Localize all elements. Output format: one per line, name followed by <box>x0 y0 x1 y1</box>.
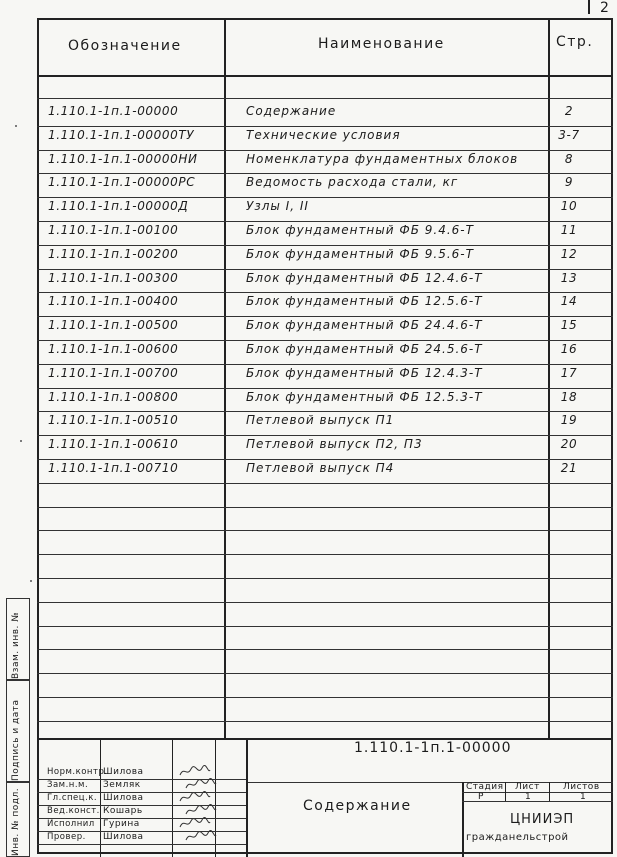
scan-speck <box>20 440 22 442</box>
table-row <box>37 435 613 459</box>
role-title: Вед.конст. <box>47 806 100 816</box>
stage-label: Стадия <box>466 782 504 792</box>
table-row <box>37 411 613 435</box>
roles-divider-1 <box>100 738 101 857</box>
header-page: Стр. <box>556 34 594 50</box>
row-line <box>37 673 613 674</box>
row-page: 19 <box>560 413 578 428</box>
row-name: Содержание <box>246 104 337 118</box>
role-person: Кошарь <box>103 806 143 816</box>
sidebar-podpis-label: Подпись и дата <box>11 699 21 781</box>
row-name: Блок фундаментный ФБ 12.4.3-Т <box>246 365 483 380</box>
row-name: Петлевой выпуск П4 <box>246 461 395 475</box>
role-title: Провер. <box>47 832 86 842</box>
stage-value-line <box>462 801 613 802</box>
role-person: Шилова <box>103 832 144 842</box>
row-line <box>37 602 613 603</box>
row-code: 1.110.1-1п.1-00000 <box>48 104 179 118</box>
title-block-left-divider <box>246 738 248 857</box>
row-line <box>37 697 613 698</box>
row-page: 20 <box>560 437 578 452</box>
stage-divider-1 <box>505 782 506 801</box>
row-name: Петлевой выпуск П1 <box>246 413 395 428</box>
row-name: Блок фундаментный ФБ 24.5.6-Т <box>246 342 483 356</box>
row-code: 1.110.1-1п.1-00000НИ <box>48 151 198 166</box>
row-line <box>37 649 613 650</box>
row-page: 21 <box>560 461 578 475</box>
sheet-number-divider <box>588 0 590 14</box>
table-row <box>37 269 613 293</box>
table-row <box>37 364 613 388</box>
row-page: 8 <box>564 151 574 166</box>
title-block-top-line <box>37 738 613 740</box>
table-row <box>37 221 613 245</box>
row-line <box>37 721 613 722</box>
role-person: Шилова <box>103 793 144 803</box>
header-name: Наименование <box>318 36 445 52</box>
role-person: Шилова <box>103 767 144 777</box>
row-line <box>37 578 613 579</box>
row-name: Блок фундаментный ФБ 12.5.3-Т <box>246 389 483 404</box>
row-name: Блок фундаментный ФБ 12.4.6-Т <box>246 270 483 285</box>
row-name: Петлевой выпуск П2, П3 <box>246 437 423 452</box>
sheet-number: 2 <box>600 0 609 16</box>
signature-scribble <box>184 829 218 846</box>
row-line <box>37 530 613 531</box>
scan-speck <box>15 125 17 127</box>
organization-name: ЦНИИЭП <box>510 812 575 827</box>
stage-divider-2 <box>549 782 550 801</box>
table-row <box>37 126 613 150</box>
row-page: 16 <box>560 342 578 356</box>
table-row <box>37 245 613 269</box>
row-page: 10 <box>560 199 578 214</box>
header-designation: Обозначение <box>68 38 182 54</box>
row-code: 1.110.1-1п.1-00510 <box>48 413 179 428</box>
row-page: 13 <box>560 270 578 285</box>
row-page: 9 <box>564 175 574 190</box>
role-person: Гурина <box>103 819 140 829</box>
table-row <box>37 173 613 197</box>
row-code: 1.110.1-1п.1-00600 <box>48 342 179 356</box>
title-block-right-divider <box>462 782 464 857</box>
table-row <box>37 340 613 364</box>
row-name: Блок фундаментный ФБ 24.4.6-Т <box>246 318 483 333</box>
row-code: 1.110.1-1п.1-00800 <box>48 389 179 404</box>
stage-value: Р <box>478 792 484 802</box>
role-title: Зам.н.м. <box>47 780 89 790</box>
row-code: 1.110.1-1п.1-00500 <box>48 318 179 333</box>
sidebar-inv-label: Инв. № подл. <box>11 787 21 856</box>
table-row <box>37 292 613 316</box>
header-spacer-line <box>37 98 613 99</box>
table-row <box>37 459 613 483</box>
row-code: 1.110.1-1п.1-00710 <box>48 461 179 475</box>
role-title: Гл.спец.к. <box>47 793 98 803</box>
row-page: 18 <box>560 389 578 404</box>
table-row <box>37 316 613 340</box>
sidebar-vzam-label: Взам. инв. № <box>11 611 21 679</box>
row-line <box>37 626 613 627</box>
organization-subname: гражданельстрой <box>466 832 569 843</box>
row-name: Блок фундаментный ФБ 9.5.6-Т <box>246 246 474 261</box>
table-row <box>37 197 613 221</box>
row-name: Номенклатура фундаментных блоков <box>246 151 519 166</box>
row-code: 1.110.1-1п.1-00300 <box>48 270 179 285</box>
row-line <box>37 507 613 508</box>
row-page: 3-7 <box>558 127 580 142</box>
scan-speck <box>30 580 32 582</box>
row-line <box>37 554 613 555</box>
table-row <box>37 150 613 174</box>
sidebar-podpis-cell <box>6 680 30 782</box>
row-name: Блок фундаментный ФБ 12.5.6-Т <box>246 294 483 309</box>
sheet-value: 1 <box>525 792 532 802</box>
row-code: 1.110.1-1п.1-00100 <box>48 223 179 237</box>
row-code: 1.110.1-1п.1-00700 <box>48 365 179 380</box>
title-block-mid-line <box>246 782 613 783</box>
table-row <box>37 102 613 126</box>
row-code: 1.110.1-1п.1-00000РС <box>48 175 196 190</box>
roles-divider-2 <box>172 738 173 857</box>
role-title: Норм.контр. <box>47 767 108 777</box>
stage-header-line <box>462 792 613 793</box>
role-person: Земляк <box>103 780 141 790</box>
row-page: 2 <box>564 104 574 118</box>
role-title: Исполнил <box>47 819 95 829</box>
row-name: Блок фундаментный ФБ 9.4.6-Т <box>246 223 474 237</box>
row-page: 17 <box>560 365 578 380</box>
table-row <box>37 388 613 412</box>
row-page: 12 <box>560 246 578 261</box>
sidebar-inv-cell <box>6 782 30 857</box>
row-code: 1.110.1-1п.1-00610 <box>48 437 179 452</box>
row-name: Ведомость расхода стали, кг <box>246 175 459 190</box>
header-bottom-line <box>37 75 613 77</box>
title-block-document-code: 1.110.1-1п.1-00000 <box>354 740 512 756</box>
sheets-value: 1 <box>580 792 587 802</box>
row-name: Технические условия <box>246 127 401 142</box>
sheet-label: Лист <box>515 782 540 792</box>
row-code: 1.110.1-1п.1-00200 <box>48 246 179 261</box>
row-code: 1.110.1-1п.1-00000Д <box>48 199 189 214</box>
row-page: 14 <box>560 294 578 309</box>
row-page: 15 <box>560 318 578 333</box>
row-code: 1.110.1-1п.1-00000ТУ <box>48 127 195 142</box>
title-block-document-title: Содержание <box>303 798 412 814</box>
row-code: 1.110.1-1п.1-00400 <box>48 294 179 309</box>
row-name: Узлы I, II <box>246 199 309 214</box>
sheets-label: Листов <box>563 782 600 792</box>
row-page: 11 <box>560 223 578 237</box>
sidebar-vzam-cell <box>6 598 30 680</box>
